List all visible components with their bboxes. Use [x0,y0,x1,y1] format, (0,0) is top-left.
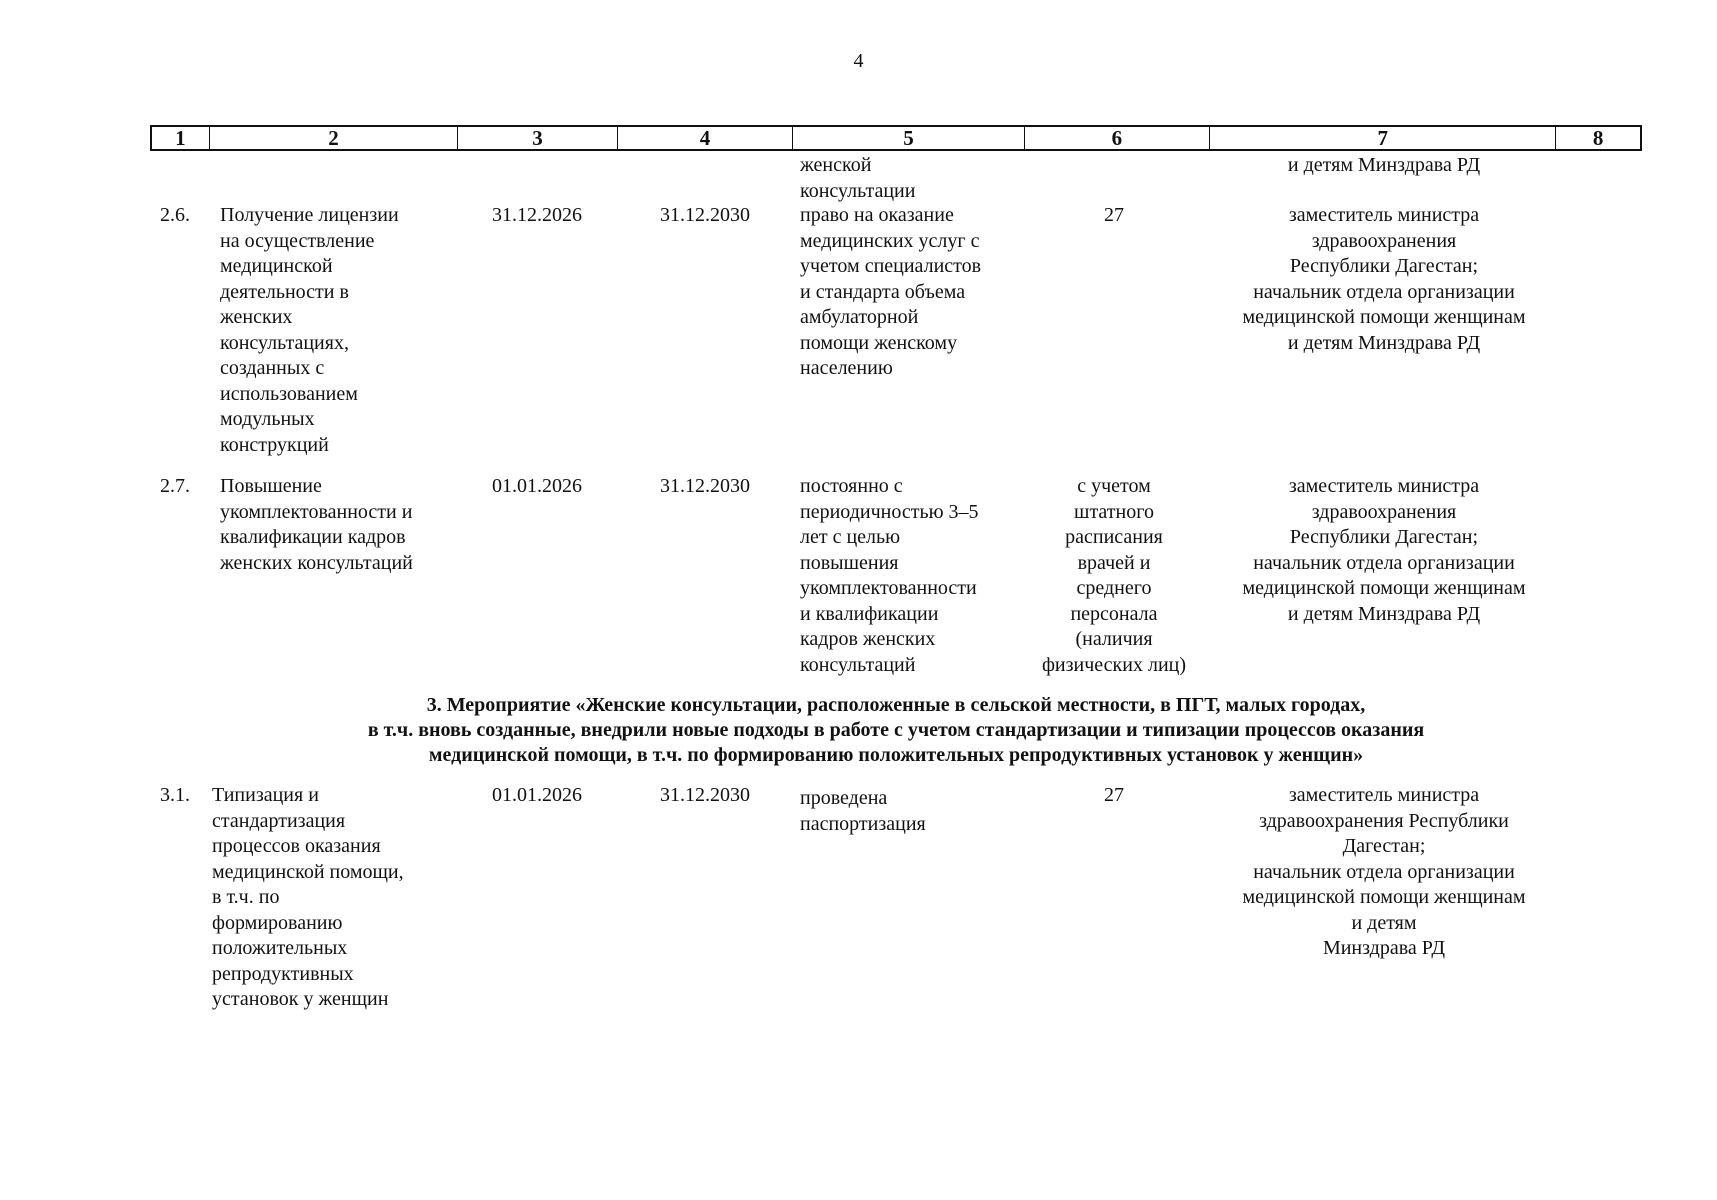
row-number-cell: 2.6. [160,204,190,226]
event-name-cell: Типизация и стандартизация процессов оказания медицинской помощи, в т.ч. по формированию положительных репродуктивных установок у женщин [212,784,404,1010]
column-header-8: 8 [1592,126,1604,150]
event-name-cell: Получение лицензии на осуществление медицинской деятельности в женских консультациях, созданных с использованием модульных конструкций [220,204,399,456]
continued-responsible-cell: и детям Минздрава РД [1287,154,1481,176]
result-cell: постоянно с периодичностью 3–5 лет с целью повышения укомплектованности и квалификации кадров женских консультаций [800,475,979,676]
result-cell: право на оказание медицинских услуг с учетом специалистов и стандарта объема амбулаторной помощи женскому населению [800,204,982,379]
start-date-cell: 01.01.2026 [492,784,582,806]
column-header-1: 1 [152,127,210,149]
section-heading [150,693,1642,768]
indicator-cell: 27 [1104,784,1124,806]
column-header-7: 7 [1210,127,1556,149]
event-name-cell: Повышение укомплектованности и квалификации кадров женских консультаций [220,475,413,574]
end-date-cell: 31.12.2030 [660,784,750,806]
column-header-2: 2 [210,127,458,149]
end-date-cell: 31.12.2030 [660,475,750,497]
section-heading-line: в т.ч. вновь созданные, внедрили новые подходы в работе с учетом стандартизации и типизации процессов оказания [367,719,1425,741]
responsible-cell: заместитель министра здравоохранения Республики Дагестан; начальник отдела организации медицинской помощи женщинам и детям Минздрава РД [1242,784,1526,959]
section-heading-line: 3. Мероприятие «Женские консультации, расположенные в сельской местности, в ПГТ, малых городах, [426,694,1366,716]
section-heading-line: медицинской помощи, в т.ч. по формированию положительных репродуктивных установок у женщин» [428,744,1364,766]
row-number-cell: 2.7. [160,475,190,497]
start-date-cell: 31.12.2026 [492,204,582,226]
table-header-row [150,125,1642,151]
column-header-4: 4 [618,127,794,149]
continued-result-cell: женской консультации [800,154,916,202]
responsible-cell: заместитель министра здравоохранения Республики Дагестан; начальник отдела организации медицинской помощи женщинам и детям Минздрава РД [1242,475,1526,625]
result-cell: проведена паспортизация [800,787,926,835]
column-header-6: 6 [1025,127,1211,149]
column-header-5: 5 [793,127,1024,149]
end-date-cell: 31.12.2030 [660,204,750,226]
indicator-cell: 27 [1104,204,1124,226]
start-date-cell: 01.01.2026 [492,475,582,497]
page-number: 4 [853,50,864,72]
indicator-cell: с учетом штатного расписания врачей и среднего персонала (наличия физических лиц) [1041,475,1187,676]
row-number-cell: 3.1. [160,784,190,806]
column-header-3: 3 [458,127,618,149]
responsible-cell: заместитель министра здравоохранения Республики Дагестан; начальник отдела организации медицинской помощи женщинам и детям Минздрава РД [1242,204,1526,354]
